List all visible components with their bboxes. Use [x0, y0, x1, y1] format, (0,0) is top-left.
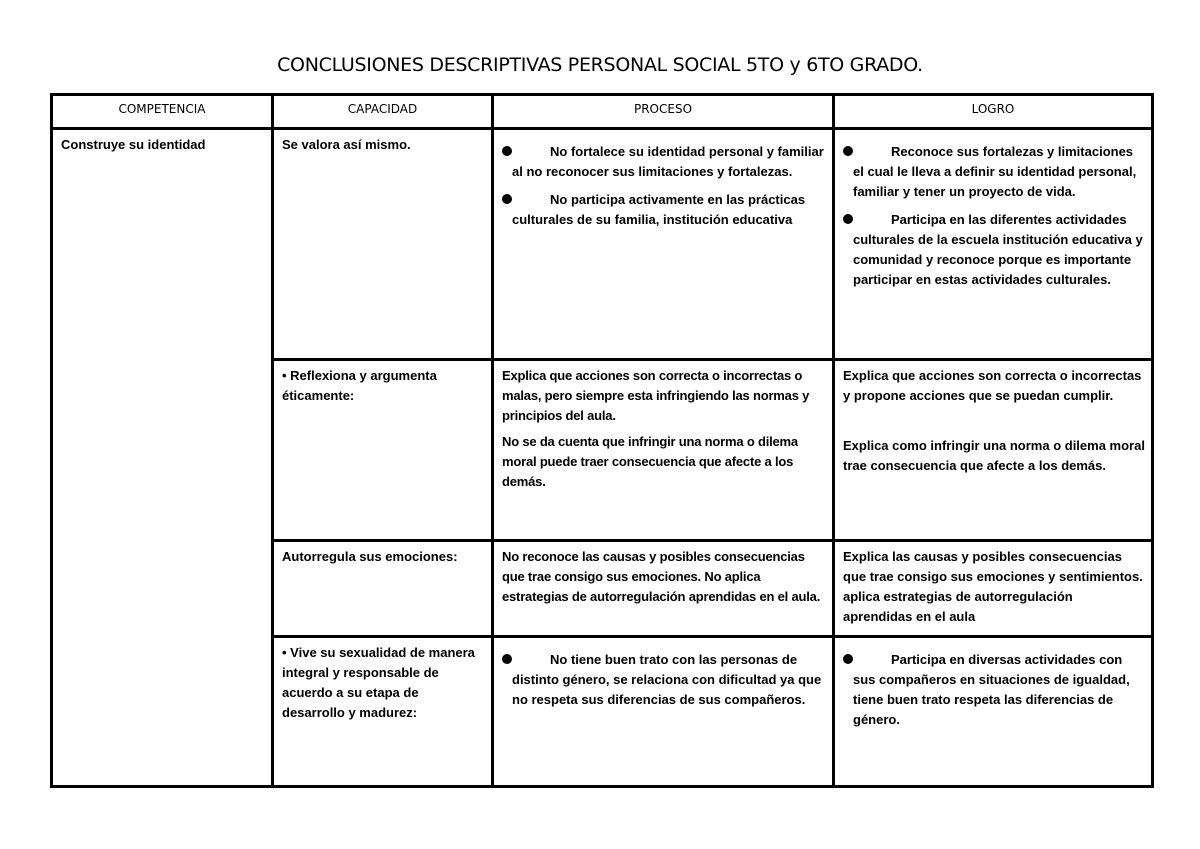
header-competencia: COMPETENCIA: [52, 95, 273, 129]
paragraph: Explica como infringir una norma o dilema moral trae consecuencia que afecte a los demás.: [843, 438, 1145, 473]
list-item: [843, 650, 1145, 730]
paragraph: Explica que acciones son correcta o incorrectas y propone acciones que se puedan cumplir.: [843, 368, 1142, 403]
capacidad-text: • Vive su sexualidad de manera integral y responsable de acuerdo a su etapa de desarrollo y madurez:: [282, 645, 475, 720]
bullet-text: No fortalece su identidad personal y familiar al no reconocer sus limitaciones y fortalezas.: [512, 144, 824, 179]
logro-cell: [834, 541, 1153, 637]
capacidad-cell: [273, 129, 493, 360]
bullet-text: Participa en diversas actividades con sus compañeros en situaciones de igualdad, tiene buen trato respeta las diferencias de género.: [853, 652, 1130, 727]
page-title: CONCLUSIONES DESCRIPTIVAS PERSONAL SOCIAL 5TO y 6TO GRADO.: [277, 54, 923, 76]
bullet-icon: [843, 146, 853, 156]
capacidad-cell: [273, 637, 493, 787]
proceso-cell: [493, 360, 834, 541]
logro-cell: [834, 360, 1153, 541]
conclusions-table: [50, 93, 1154, 788]
list-item: [502, 650, 826, 710]
header-proceso: PROCESO: [493, 95, 834, 129]
proceso-cell: [493, 637, 834, 787]
paragraph: No se da cuenta que infringir una norma o dilema moral puede traer consecuencia que afecte a los demás.: [502, 434, 798, 489]
bullet-icon: [502, 146, 512, 156]
header-row: [52, 95, 1153, 129]
capacidad-text: • Reflexiona y argumenta éticamente:: [282, 368, 437, 403]
list-item: [843, 142, 1145, 202]
header-capacidad: CAPACIDAD: [273, 95, 493, 129]
table-row: [52, 129, 1153, 360]
capacidad-cell: [273, 360, 493, 541]
paragraph: No reconoce las causas y posibles consecuencias que trae consigo sus emociones. No aplica estrategias de autorregulación aprendidas en el aula.: [502, 549, 821, 604]
logro-cell: [834, 637, 1153, 787]
bullet-icon: [843, 654, 853, 664]
capacidad-text: Se valora así mismo.: [282, 137, 411, 152]
bullet-icon: [502, 194, 512, 204]
bullet-text: No participa activamente en las prácticas culturales de su familia, institución educativa: [512, 192, 806, 227]
list-item: [502, 190, 826, 230]
capacidad-cell: [273, 541, 493, 637]
bullet-text: No tiene buen trato con las personas de distinto género, se relaciona con dificultad ya que no respeta sus diferencias de sus compañeros.: [512, 652, 822, 707]
list-item: [502, 142, 826, 182]
logro-cell: [834, 129, 1153, 360]
paragraph: Explica las causas y posibles consecuencias que trae consigo sus emociones y sentimientos. aplica estrategias de autorregulación aprendidas en el aula: [843, 549, 1143, 624]
competencia-text: Construye su identidad: [61, 137, 206, 152]
proceso-cell: [493, 541, 834, 637]
bullet-text: Participa en las diferentes actividades culturales de la escuela institución educativa y comunidad y reconoce porque es importante participar en estas actividades culturales.: [853, 212, 1143, 287]
bullet-icon: [502, 654, 512, 664]
proceso-cell: [493, 129, 834, 360]
capacidad-text: Autorregula sus emociones:: [282, 549, 458, 564]
competencia-cell: [52, 129, 273, 787]
bullet-text: Reconoce sus fortalezas y limitaciones el cual le lleva a definir su identidad personal, familiar y tener un proyecto de vida.: [853, 144, 1137, 199]
bullet-icon: [843, 214, 853, 224]
paragraph: Explica que acciones son correcta o incorrectas o malas, pero siempre esta infringiendo las normas y principios del aula.: [502, 368, 810, 423]
list-item: [843, 210, 1145, 290]
header-logro: LOGRO: [834, 95, 1153, 129]
